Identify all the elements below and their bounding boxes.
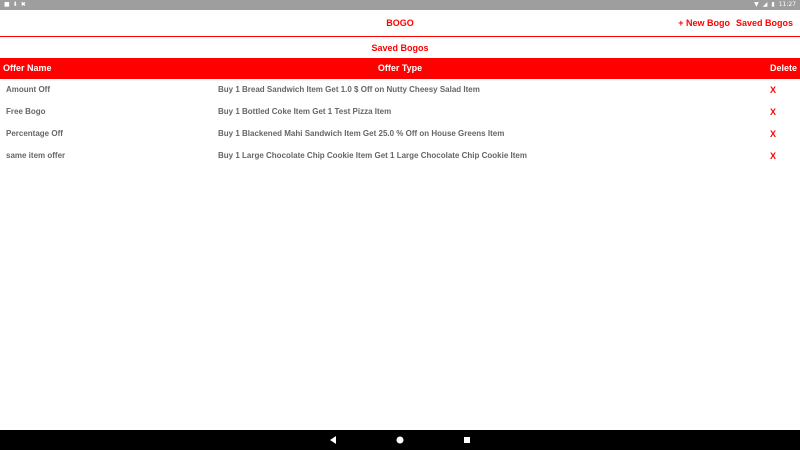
notification-icon: ■ [4,1,13,8]
table-row[interactable] [0,145,800,167]
table-header [0,58,800,79]
sync-off-icon: ✖ [20,1,29,8]
offer-name: same item offer [6,151,66,160]
offer-name: Amount Off [6,85,50,94]
new-bogo-button[interactable]: + New Bogo [678,18,730,28]
offer-type: Buy 1 Bread Sandwich Item Get 1.0 $ Off on Nutty Cheesy Salad Item [218,85,480,94]
status-time: 11:27 [778,1,796,8]
app-title: BOGO [386,18,414,28]
status-notification-icons [4,0,29,10]
offer-type: Buy 1 Bottled Coke Item Get 1 Test Pizza Item [218,107,392,116]
app-bar [0,10,800,37]
back-button[interactable] [328,430,338,450]
delete-button[interactable]: X [769,85,776,95]
offer-type: Buy 1 Large Chocolate Chip Cookie Item Get 1 Large Chocolate Chip Cookie Item [218,151,527,160]
wifi-icon: ▼ [754,1,759,8]
delete-button[interactable]: X [769,129,776,139]
offer-name: Percentage Off [6,129,63,138]
section-title: Saved Bogos [371,43,429,53]
header-offer-type: Offer Type [377,63,423,73]
back-triangle-icon [328,435,338,445]
header-delete: Delete [769,63,797,73]
status-system-icons [754,0,796,10]
offer-type: Buy 1 Blackened Mahi Sandwich Item Get 25.0 % Off on House Greens Item [218,129,505,138]
header-offer-name: Offer Name [3,63,52,73]
table-row[interactable] [0,123,800,145]
saved-bogos-button[interactable]: Saved Bogos [735,18,793,28]
recent-square-icon [462,435,472,445]
home-circle-icon [395,435,405,445]
navigation-bar [0,430,800,450]
delete-button[interactable]: X [769,107,776,117]
app-actions [678,10,793,37]
download-icon: ⬇ [12,1,21,8]
recent-apps-button[interactable] [462,430,472,450]
table-row[interactable] [0,79,800,101]
signal-icon: ◢ [762,1,768,8]
delete-button[interactable]: X [769,151,776,161]
battery-icon: ▮ [771,1,775,8]
home-button[interactable] [395,430,405,450]
status-bar [0,0,800,10]
offer-name: Free Bogo [6,107,46,116]
table-row[interactable] [0,101,800,123]
offers-table [0,79,800,167]
